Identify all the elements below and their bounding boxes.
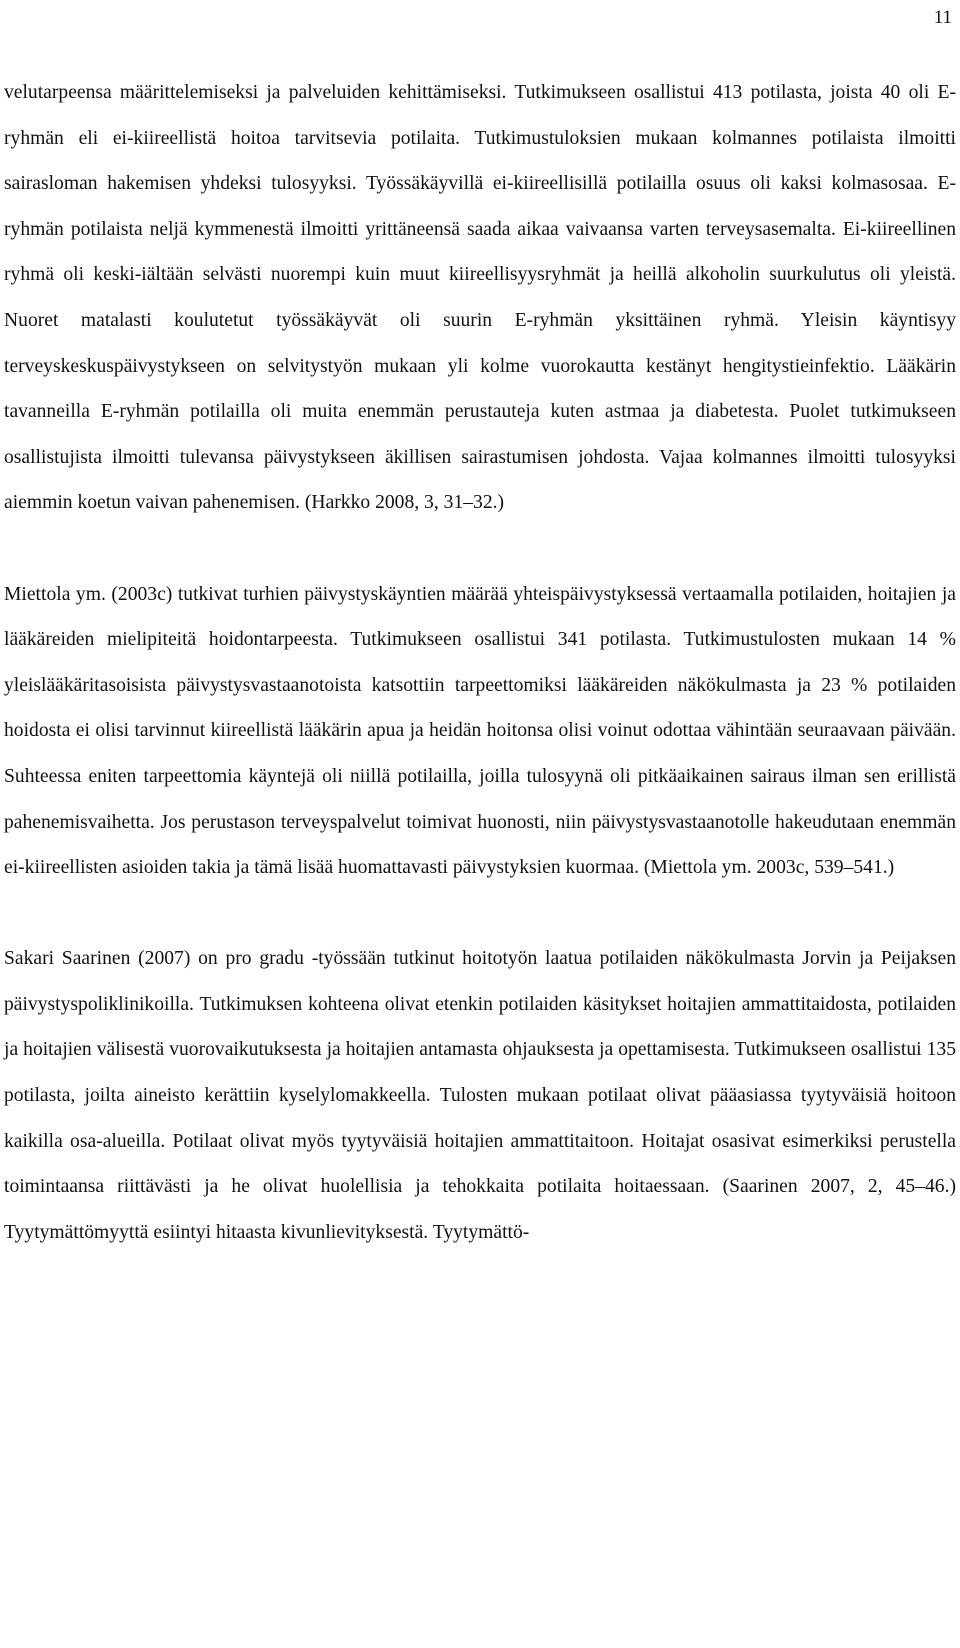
document-body bbox=[4, 70, 956, 1255]
page-number: 11 bbox=[933, 7, 952, 28]
paragraph-miettola-study: Miettola ym. (2003c) tutkivat turhien päivystyskäyntien määrää yhteispäivystyksessä vertaamalla potilaiden, hoitajien ja lääkäreiden mielipiteitä hoidontarpeesta. Tutkimukseen osallistui 341 potilasta. Tutkimustulosten mukaan 14 % yleislääkäritasoisista päivystysvastaanotoista katsottiin tarpeettomiksi lääkäreiden näkökulmasta ja 23 % potilaiden hoidosta ei olisi tarvinnut kiireellistä lääkärin apua ja heidän hoitonsa olisi voinut odottaa vähintään seuraavaan päivään. Suhteessa eniten tarpeettomia käyntejä oli niillä potilailla, joilla tulosyynä oli pitkäaikainen sairaus ilman sen erillistä pahenemisvaihetta. Jos perustason terveyspalvelut toimivat huonosti, niin päivystysvastaanotolle hakeudutaan enemmän ei-kiireellisten asioiden takia ja tämä lisää huomattavasti päivystyksien kuormaa. (Miettola ym. 2003c, 539–541.) bbox=[4, 583, 956, 879]
paragraph-saarinen-study: Sakari Saarinen (2007) on pro gradu -työssään tutkinut hoitotyön laatua potilaiden näkökulmasta Jorvin ja Peijaksen päivystyspoliklinikoilla. Tutkimuksen kohteena olivat etenkin potilaiden käsitykset hoitajien ammattitaidosta, potilaiden ja hoitajien välisestä vuorovaikutuksesta ja hoitajien antamasta ohjauksesta ja opettamisesta. Tutkimukseen osallistui 135 potilasta, joilta aineisto kerättiin kyselylomakkeella. Tulosten mukaan potilaat olivat pääasiassa tyytyväisiä hoitoon kaikilla osa-alueilla. Potilaat olivat myös tyytyväisiä hoitajien ammattitaitoon. Hoitajat osasivat esimerkiksi perustella toimintaansa riittävästi ja he olivat huolellisia ja tehokkaita potilaita hoitaessaan. (Saarinen 2007, 2, 45–46.) Tyytymättömyyttä esiintyi hitaasta kivunlievityksestä. Tyytymättö- bbox=[4, 948, 956, 1243]
paragraph-harkko-summary: velutarpeensa määrittelemiseksi ja palveluiden kehittämiseksi. Tutkimukseen osallistui 413 potilasta, joista 40 oli E-ryhmän eli ei-kiireellistä hoitoa tarvitsevia potilaita. Tutkimustuloksien mukaan kolmannes potilaista ilmoitti sairasloman hakemisen yhdeksi tulosyyksi. Työssäkäyvillä ei-kiireellisillä potilailla osuus oli kaksi kolmasosaa. E-ryhmän potilaista neljä kymmenestä ilmoitti yrittäneensä saada aikaa vaivaansa varten terveysasemalta. Ei-kiireellinen ryhmä oli keski-iältään selvästi nuorempi kuin muut kiireellisyysryhmät ja heillä alkoholin suurkulutus oli yleistä. Nuoret matalasti koulutetut työssäkäyvät oli suurin E-ryhmän yksittäinen ryhmä. Yleisin käyntisyy terveyskeskuspäivystykseen on selvitystyön mukaan yli kolme vuorokautta kestänyt hengitystieinfektio. Lääkärin tavanneilla E-ryhmän potilailla oli muita enemmän perustauteja kuten astmaa ja diabetesta. Puolet tutkimukseen osallistujista ilmoitti tulevansa päivystykseen äkillisen sairastumisen johdosta. Vajaa kolmannes ilmoitti tulosyyksi aiemmin koetun vaivan pahenemisen. (Harkko 2008, 3, 31–32.) bbox=[4, 82, 956, 514]
